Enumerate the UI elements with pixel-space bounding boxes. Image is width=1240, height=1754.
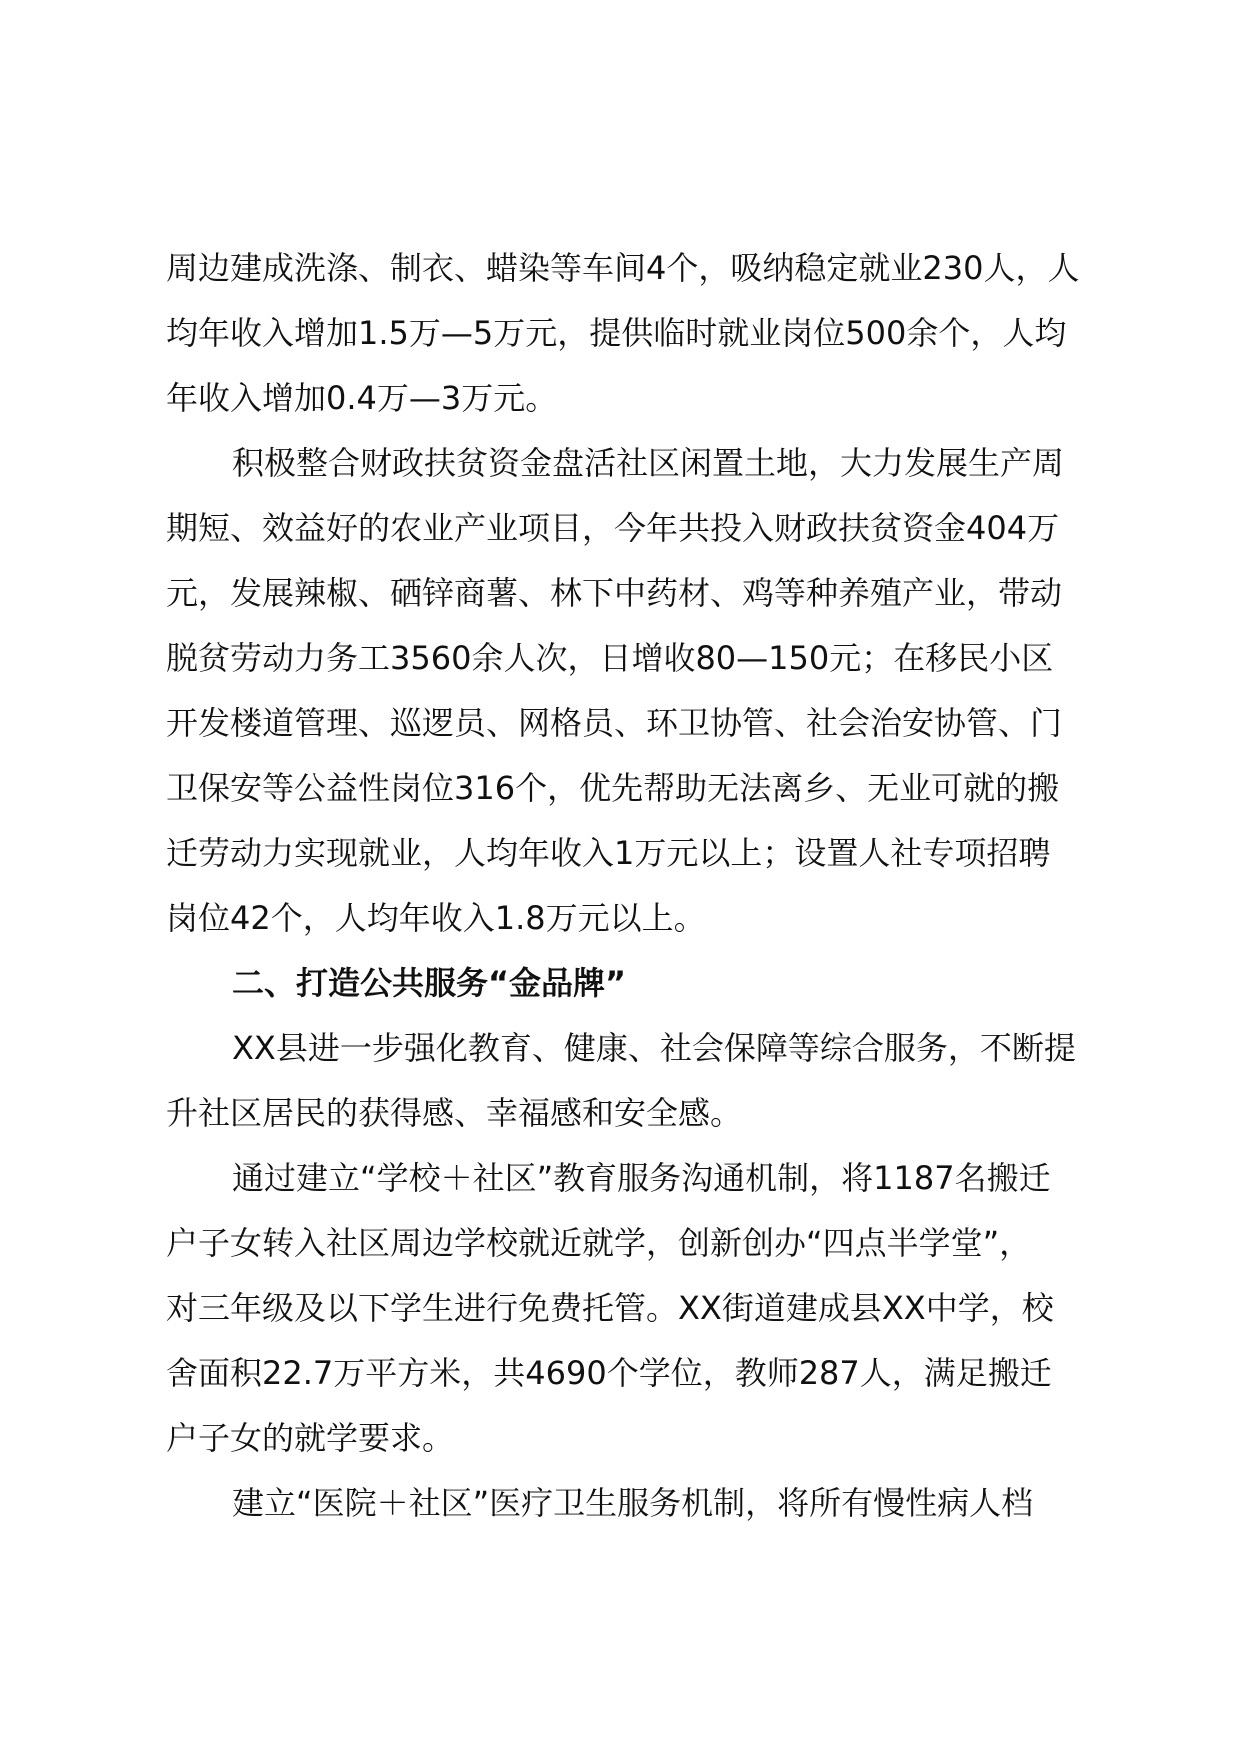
text-line: 建立“医院＋社区”医疗卫生服务机制，将所有慢性病人档 xyxy=(232,1484,1034,1522)
text-line: 期短、效益好的农业产业项目，今年共投入财政扶贫资金404万 xyxy=(166,509,1060,547)
text-line: 年收入增加0.4万—3万元。 xyxy=(166,379,558,417)
paragraph-education xyxy=(166,1146,1126,1471)
document-page xyxy=(166,236,1126,1536)
paragraph-public-services xyxy=(166,1016,1126,1146)
section-heading-text: 二、打造公共服务“金品牌” xyxy=(232,964,627,1002)
text-line: 元，发展辣椒、硒锌商薯、林下中药材、鸡等种养殖产业，带动 xyxy=(166,574,1063,612)
text-line: 岗位42个，人均年收入1.8万元以上。 xyxy=(166,899,706,937)
text-line: 迁劳动力实现就业，人均年收入1万元以上；设置人社专项招聘 xyxy=(166,834,1051,872)
text-line: 均年收入增加1.5万—5万元，提供临时就业岗位500余个，人均 xyxy=(166,314,1067,352)
text-line: XX县进一步强化教育、健康、社会保障等综合服务，不断提 xyxy=(232,1029,1076,1067)
text-line: 舍面积22.7万平方米，共4690个学位，教师287人，满足搬迁 xyxy=(166,1354,1052,1392)
paragraph-poverty-funds xyxy=(166,431,1126,951)
text-line: 通过建立“学校＋社区”教育服务沟通机制，将1187名搬迁 xyxy=(232,1159,1051,1197)
text-line: 对三年级及以下学生进行免费托管。XX街道建成县XX中学，校 xyxy=(166,1289,1054,1327)
text-line: 卫保安等公益性岗位316个，优先帮助无法离乡、无业可就的搬 xyxy=(166,769,1060,807)
text-line: 积极整合财政扶贫资金盘活社区闲置土地，大力发展生产周 xyxy=(232,444,1065,482)
text-line: 户子女的就学要求。 xyxy=(166,1419,455,1457)
text-line: 户子女转入社区周边学校就近就学，创新创办“四点半学堂”， xyxy=(166,1224,1032,1262)
text-line: 周边建成洗涤、制衣、蜡染等车间4个，吸纳稳定就业230人，人 xyxy=(166,249,1080,287)
paragraph-medical xyxy=(166,1471,1126,1536)
paragraph-employment-workshops xyxy=(166,236,1126,431)
text-line: 升社区居民的获得感、幸福感和安全感。 xyxy=(166,1094,743,1132)
text-line: 脱贫劳动力务工3560余人次，日增收80—150元；在移民小区 xyxy=(166,639,1054,677)
text-line: 开发楼道管理、巡逻员、网格员、环卫协管、社会治安协管、门 xyxy=(166,704,1063,742)
section-heading xyxy=(166,951,1126,1016)
